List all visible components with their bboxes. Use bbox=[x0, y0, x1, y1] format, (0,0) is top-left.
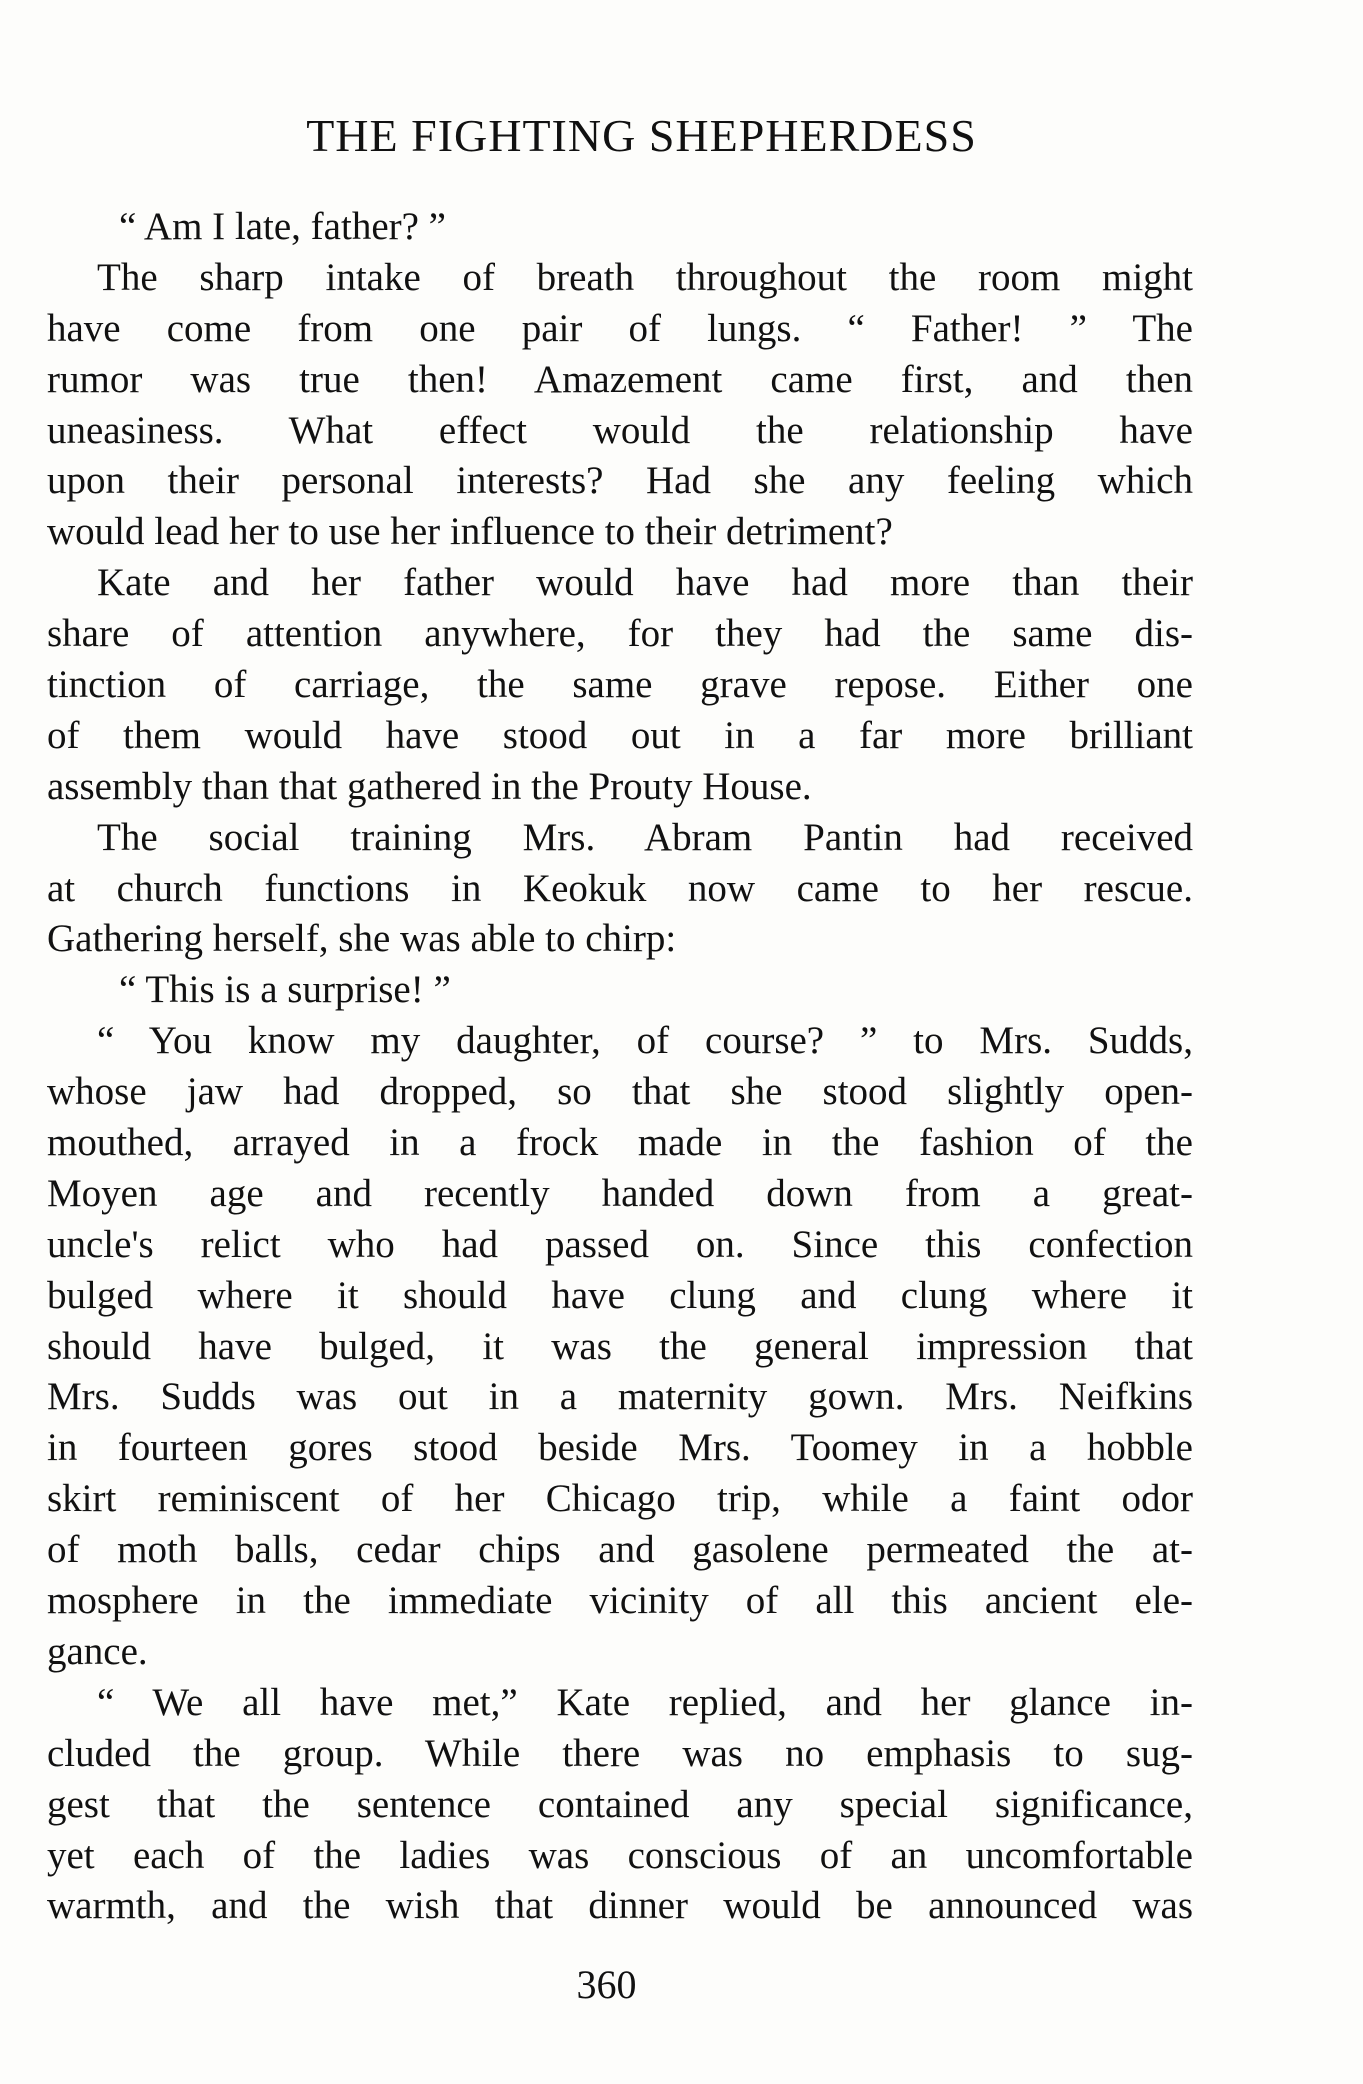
text-line: of them would have stood out in a far more brilliant bbox=[47, 713, 1193, 757]
text-line: The sharp intake of breath throughout the room might bbox=[97, 255, 1193, 299]
text-line: Moyen age and recently handed down from a great- bbox=[47, 1171, 1193, 1215]
text-line: tinction of carriage, the same grave repose. Either one bbox=[47, 663, 1193, 707]
text-line: bulged where it should have clung and clung where it bbox=[47, 1273, 1193, 1317]
text-line: Mrs. Sudds was out in a maternity gown. Mrs. Neifkins bbox=[47, 1375, 1193, 1419]
text-line: gance. bbox=[47, 1629, 148, 1673]
text-line: whose jaw had dropped, so that she stood slightly open- bbox=[47, 1070, 1193, 1114]
text-line: share of attention anywhere, for they had the same dis- bbox=[47, 612, 1193, 656]
text-line: “ We all have met,” Kate replied, and her glance in- bbox=[97, 1680, 1193, 1724]
text-line: Gathering herself, she was able to chirp: bbox=[47, 917, 677, 961]
text-line: The social training Mrs. Abram Pantin had received bbox=[97, 815, 1193, 859]
text-line: “ Am I late, father? ” bbox=[119, 205, 446, 248]
text-line: at church functions in Keokuk now came to her rescue. bbox=[47, 866, 1193, 910]
page-footer bbox=[0, 1960, 1363, 2010]
text-line: “ This is a surprise! ” bbox=[119, 968, 451, 1012]
text-line: uneasiness. What effect would the relationship have bbox=[47, 408, 1193, 452]
text-line: yet each of the ladies was conscious of an uncomfortable bbox=[47, 1833, 1193, 1877]
text-line: mouthed, arrayed in a frock made in the fashion of the bbox=[47, 1121, 1193, 1165]
text-line: cluded the group. While there was no emphasis to sug- bbox=[47, 1731, 1193, 1775]
text-line: of moth balls, cedar chips and gasolene permeated the at- bbox=[47, 1528, 1193, 1572]
text-line: upon their personal interests? Had she any feeling which bbox=[47, 459, 1193, 503]
text-line: in fourteen gores stood beside Mrs. Toomey in a hobble bbox=[47, 1426, 1193, 1470]
text-line: skirt reminiscent of her Chicago trip, while a faint odor bbox=[47, 1477, 1193, 1521]
running-header bbox=[0, 108, 1363, 164]
text-line: “ You know my daughter, of course? ” to Mrs. Sudds, bbox=[97, 1019, 1193, 1063]
body-text bbox=[47, 202, 1193, 1932]
text-line: assembly than that gathered in the Prouty House. bbox=[47, 764, 812, 808]
text-line: rumor was true then! Amazement came first, and then bbox=[47, 357, 1193, 401]
text-line: Kate and her father would have had more than their bbox=[97, 561, 1193, 605]
running-title: THE FIGHTING SHEPHERDESS bbox=[306, 110, 977, 161]
text-line: have come from one pair of lungs. “ Father! ” The bbox=[47, 306, 1193, 350]
text-line: should have bulged, it was the general impression that bbox=[47, 1324, 1193, 1368]
text-line: would lead her to use her influence to their detriment? bbox=[47, 510, 893, 554]
text-line: gest that the sentence contained any special significance, bbox=[47, 1782, 1193, 1826]
text-line: uncle's relict who had passed on. Since this confection bbox=[47, 1222, 1193, 1266]
text-line: warmth, and the wish that dinner would be announced was bbox=[47, 1884, 1193, 1928]
page-number: 360 bbox=[576, 1962, 637, 2007]
text-line: mosphere in the immediate vicinity of all this ancient ele- bbox=[47, 1579, 1193, 1623]
